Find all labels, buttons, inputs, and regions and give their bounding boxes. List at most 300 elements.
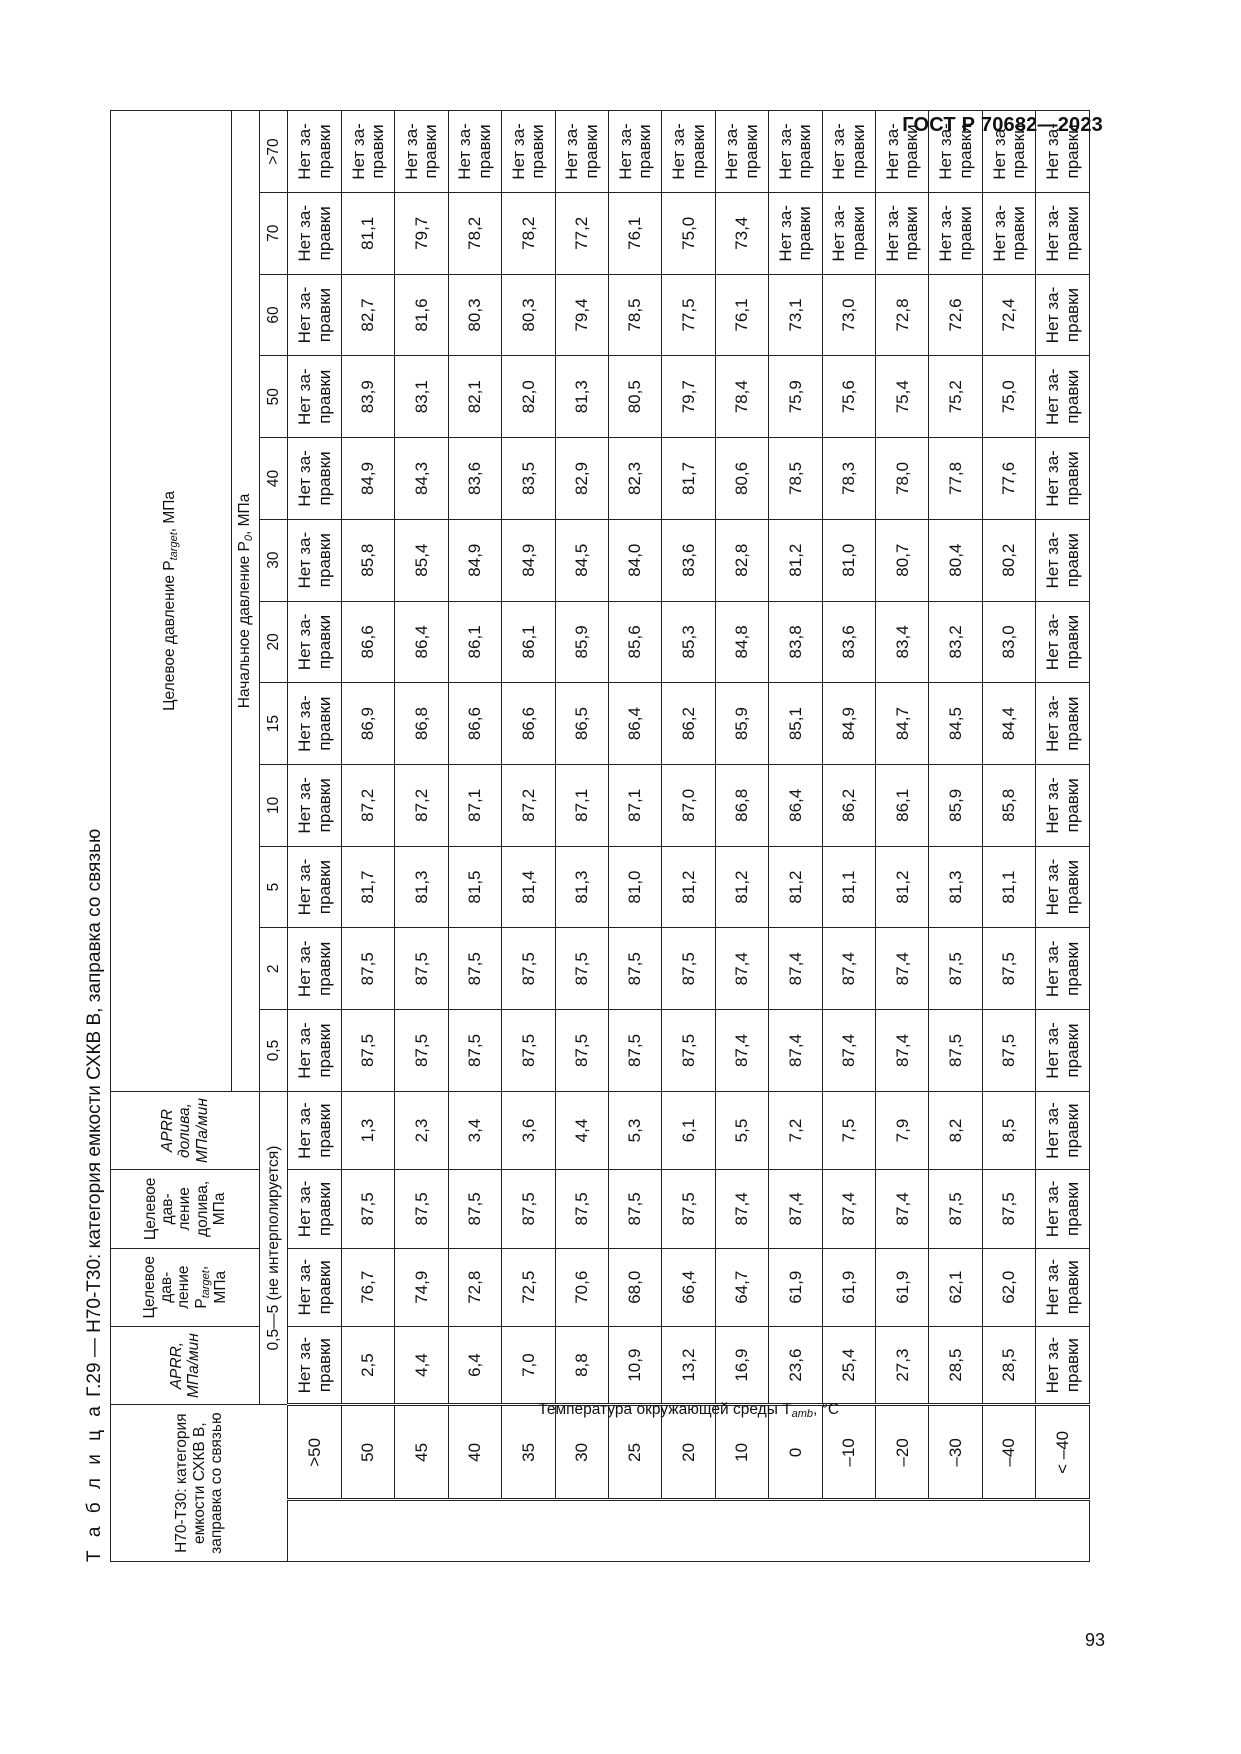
aprr-cell: 2,5 xyxy=(341,1326,394,1404)
table-row xyxy=(769,111,822,1562)
target-topoff-cell: 87,4 xyxy=(715,1170,768,1248)
temperature-cell: –10 xyxy=(822,1405,875,1500)
value-cell: 81,7 xyxy=(341,846,394,928)
value-cell: 82,8 xyxy=(715,519,768,601)
target-topoff-cell: 87,5 xyxy=(608,1170,661,1248)
aprr-topoff-cell: 3,6 xyxy=(502,1091,555,1169)
value-cell: 87,5 xyxy=(929,1010,982,1092)
temperature-cell: 45 xyxy=(395,1405,448,1500)
value-cell: 81,2 xyxy=(769,519,822,601)
value-cell: 84,4 xyxy=(982,683,1035,765)
value-cell: 86,6 xyxy=(448,683,501,765)
aprr-cell: 4,4 xyxy=(395,1326,448,1404)
table-row xyxy=(502,111,555,1562)
value-cell: Нет за-правки xyxy=(1036,928,1090,1010)
aprr-topoff-cell: 5,5 xyxy=(715,1091,768,1169)
target-topoff-cell: 87,4 xyxy=(876,1170,929,1248)
p0-column-header: 2 xyxy=(260,928,288,1010)
target-topoff-cell: 87,5 xyxy=(982,1170,1035,1248)
value-cell: 72,8 xyxy=(876,274,929,356)
table-row xyxy=(395,111,448,1562)
value-cell: 72,6 xyxy=(929,274,982,356)
temperature-cell: >50 xyxy=(288,1405,341,1500)
value-cell: Нет за-правки xyxy=(1036,274,1090,356)
p0-column-header: 15 xyxy=(260,683,288,765)
aprr-topoff-cell: 4,4 xyxy=(555,1091,608,1169)
value-cell: 86,6 xyxy=(502,683,555,765)
value-cell: 87,5 xyxy=(608,928,661,1010)
value-cell: 81,0 xyxy=(608,846,661,928)
value-cell: Нет за-правки xyxy=(769,192,822,274)
value-cell: 87,2 xyxy=(502,764,555,846)
p0-column-header: 30 xyxy=(260,519,288,601)
value-cell: 82,9 xyxy=(555,438,608,520)
temperature-cell: 10 xyxy=(715,1405,768,1500)
target-pressure-cell: 64,7 xyxy=(715,1248,768,1326)
value-cell: Нет за-правки xyxy=(876,111,929,193)
rotated-table-block xyxy=(80,110,1090,1562)
target-pressure-cell: Нет за-правки xyxy=(288,1248,341,1326)
value-cell: Нет за-правки xyxy=(395,111,448,193)
value-cell: 86,2 xyxy=(822,764,875,846)
table-row xyxy=(876,111,929,1562)
value-cell: Нет за-правки xyxy=(822,111,875,193)
value-cell: Нет за-правки xyxy=(822,192,875,274)
value-cell: 83,5 xyxy=(502,438,555,520)
value-cell: 81,3 xyxy=(555,846,608,928)
value-cell: Нет за-правки xyxy=(288,274,341,356)
target-pressure-header: Целевое дав-ление $P_{target}$, МПа xyxy=(111,1248,260,1326)
value-cell: 85,4 xyxy=(395,519,448,601)
temperature-cell: 25 xyxy=(608,1405,661,1500)
value-cell: Нет за-правки xyxy=(1036,111,1090,193)
value-cell: Нет за-правки xyxy=(982,192,1035,274)
aprr-topoff-cell: 6,1 xyxy=(662,1091,715,1169)
value-cell: 84,8 xyxy=(715,601,768,683)
value-cell: 83,1 xyxy=(395,356,448,438)
value-cell: 87,5 xyxy=(929,928,982,1010)
value-cell: Нет за-правки xyxy=(1036,438,1090,520)
value-cell: 85,9 xyxy=(715,683,768,765)
temperature-cell: 50 xyxy=(341,1405,394,1500)
table-row xyxy=(929,111,982,1562)
table-row xyxy=(608,111,661,1562)
value-cell: Нет за-правки xyxy=(1036,192,1090,274)
value-cell: 87,5 xyxy=(555,928,608,1010)
aprr-topoff-cell: 7,5 xyxy=(822,1091,875,1169)
aprr-topoff-cell: 1,3 xyxy=(341,1091,394,1169)
aprr-cell: 25,4 xyxy=(822,1326,875,1404)
value-cell: 87,5 xyxy=(502,1010,555,1092)
value-cell: 87,5 xyxy=(448,1010,501,1092)
p0-column-header: 60 xyxy=(260,274,288,356)
value-cell: Нет за-правки xyxy=(555,111,608,193)
value-cell: 79,4 xyxy=(555,274,608,356)
value-cell: 82,1 xyxy=(448,356,501,438)
corner-label-cell: Н70-Т30: категория емкости СХКВ В, заправка со связью xyxy=(111,1405,288,1562)
target-topoff-cell: 87,4 xyxy=(769,1170,822,1248)
value-cell: 87,5 xyxy=(395,1010,448,1092)
value-cell: 81,4 xyxy=(502,846,555,928)
value-cell: 87,5 xyxy=(608,1010,661,1092)
value-cell: Нет за-правки xyxy=(1036,764,1090,846)
target-topoff-cell: 87,5 xyxy=(395,1170,448,1248)
value-cell: 87,5 xyxy=(982,1010,1035,1092)
value-cell: Нет за-правки xyxy=(288,111,341,193)
value-cell: 80,6 xyxy=(715,438,768,520)
value-cell: 86,2 xyxy=(662,683,715,765)
value-cell: 85,8 xyxy=(341,519,394,601)
temperature-cell: –30 xyxy=(929,1405,982,1500)
value-cell: 73,1 xyxy=(769,274,822,356)
table-row xyxy=(982,111,1035,1562)
value-cell: 87,4 xyxy=(715,928,768,1010)
target-pressure-cell: 66,4 xyxy=(662,1248,715,1326)
value-cell: 78,5 xyxy=(608,274,661,356)
value-cell: 87,5 xyxy=(982,928,1035,1010)
value-cell: 80,2 xyxy=(982,519,1035,601)
value-cell: 85,6 xyxy=(608,601,661,683)
value-cell: 76,1 xyxy=(715,274,768,356)
value-cell: Нет за-правки xyxy=(288,519,341,601)
value-cell: Нет за-правки xyxy=(288,601,341,683)
value-cell: 84,9 xyxy=(502,519,555,601)
value-cell: 83,6 xyxy=(448,438,501,520)
target-topoff-cell: 87,5 xyxy=(662,1170,715,1248)
aprr-cell: Нет за-правки xyxy=(1036,1326,1090,1404)
aprr-topoff-cell: Нет за-правки xyxy=(1036,1091,1090,1169)
value-cell: Нет за-правки xyxy=(982,111,1035,193)
value-cell: Нет за-правки xyxy=(288,683,341,765)
temperature-cell: 40 xyxy=(448,1405,501,1500)
value-cell: 81,2 xyxy=(662,846,715,928)
aprr-cell: 28,5 xyxy=(982,1326,1035,1404)
temperature-cell: < –40 xyxy=(1036,1405,1090,1500)
value-cell: Нет за-правки xyxy=(288,1010,341,1092)
value-cell: Нет за-правки xyxy=(288,764,341,846)
value-cell: 80,3 xyxy=(448,274,501,356)
target-pressure-cell: 72,8 xyxy=(448,1248,501,1326)
target-pressure-cell: 74,9 xyxy=(395,1248,448,1326)
value-cell: 85,8 xyxy=(982,764,1035,846)
value-cell: 85,3 xyxy=(662,601,715,683)
temperature-cell: 35 xyxy=(502,1405,555,1500)
value-cell: 80,4 xyxy=(929,519,982,601)
aprr-cell: 16,9 xyxy=(715,1326,768,1404)
target-topoff-cell: 87,5 xyxy=(929,1170,982,1248)
value-cell: 83,6 xyxy=(662,519,715,601)
value-cell: 87,5 xyxy=(502,928,555,1010)
value-cell: 81,3 xyxy=(555,356,608,438)
p0-column-header: >70 xyxy=(260,111,288,193)
value-cell: 87,5 xyxy=(662,928,715,1010)
p0-column-header: 5 xyxy=(260,846,288,928)
value-cell: 78,3 xyxy=(822,438,875,520)
value-cell: Нет за-правки xyxy=(288,846,341,928)
target-topoff-cell: Нет за-правки xyxy=(1036,1170,1090,1248)
value-cell: 81,2 xyxy=(769,846,822,928)
value-cell: 86,4 xyxy=(769,764,822,846)
temperature-cell: –20 xyxy=(876,1405,929,1500)
value-cell: 86,1 xyxy=(876,764,929,846)
value-cell: Нет за-правки xyxy=(288,192,341,274)
value-cell: 81,7 xyxy=(662,438,715,520)
target-topoff-cell: 87,5 xyxy=(502,1170,555,1248)
target-pressure-cell: 61,9 xyxy=(822,1248,875,1326)
temperature-cell: 0 xyxy=(769,1405,822,1500)
value-cell: 83,4 xyxy=(876,601,929,683)
p0-column-header: 20 xyxy=(260,601,288,683)
value-cell: 81,6 xyxy=(395,274,448,356)
target-pressure-cell: 68,0 xyxy=(608,1248,661,1326)
value-cell: 86,5 xyxy=(555,683,608,765)
value-cell: 84,5 xyxy=(555,519,608,601)
value-cell: 73,4 xyxy=(715,192,768,274)
data-table xyxy=(110,110,1090,1562)
value-cell: 79,7 xyxy=(395,192,448,274)
value-cell: 87,4 xyxy=(822,928,875,1010)
value-cell: 86,9 xyxy=(341,683,394,765)
table-row xyxy=(662,111,715,1562)
value-cell: Нет за-правки xyxy=(715,111,768,193)
target-group-header: Целевое давление $P_{target}$, МПа xyxy=(111,111,232,1092)
value-cell: 81,1 xyxy=(982,846,1035,928)
value-cell: 75,9 xyxy=(769,356,822,438)
value-cell: 86,4 xyxy=(608,683,661,765)
value-cell: 85,9 xyxy=(555,601,608,683)
table-caption xyxy=(80,110,110,1562)
value-cell: 83,9 xyxy=(341,356,394,438)
aprr-cell: 27,3 xyxy=(876,1326,929,1404)
value-cell: Нет за-правки xyxy=(1036,601,1090,683)
value-cell: 81,0 xyxy=(822,519,875,601)
value-cell: 78,4 xyxy=(715,356,768,438)
caption-prefix: Т а б л и ц а xyxy=(84,1402,105,1562)
p0-column-header: 0,5 xyxy=(260,1010,288,1092)
target-pressure-cell: 61,9 xyxy=(876,1248,929,1326)
value-cell: Нет за-правки xyxy=(1036,846,1090,928)
value-cell: 81,3 xyxy=(395,846,448,928)
aprr-topoff-cell: Нет за-правки xyxy=(288,1091,341,1169)
table-row xyxy=(288,111,341,1562)
value-cell: 75,0 xyxy=(662,192,715,274)
value-cell: 87,5 xyxy=(555,1010,608,1092)
value-cell: 79,7 xyxy=(662,356,715,438)
value-cell: 84,9 xyxy=(341,438,394,520)
value-cell: 87,4 xyxy=(769,928,822,1010)
value-cell: 87,0 xyxy=(662,764,715,846)
aprr-cell: 8,8 xyxy=(555,1326,608,1404)
value-cell: Нет за-правки xyxy=(341,111,394,193)
value-cell: 81,5 xyxy=(448,846,501,928)
target-pressure-cell: 61,9 xyxy=(769,1248,822,1326)
aprr-topoff-header: APRR долива, МПа/мин xyxy=(111,1091,260,1169)
value-cell: Нет за-правки xyxy=(1036,356,1090,438)
aprr-header: APRR, МПа/мин xyxy=(111,1326,260,1404)
range-header: 0,5—5 (не интерполируется) xyxy=(260,1091,288,1404)
p0-column-header: 50 xyxy=(260,356,288,438)
aprr-cell: 28,5 xyxy=(929,1326,982,1404)
value-cell: 87,5 xyxy=(395,928,448,1010)
value-cell: 87,4 xyxy=(876,928,929,1010)
value-cell: 83,0 xyxy=(982,601,1035,683)
target-topoff-cell: Нет за-правки xyxy=(288,1170,341,1248)
value-cell: 77,5 xyxy=(662,274,715,356)
value-cell: Нет за-правки xyxy=(288,928,341,1010)
p0-group-header: Начальное давление $P_0$, МПа xyxy=(231,111,259,1092)
target-pressure-cell: 62,0 xyxy=(982,1248,1035,1326)
value-cell: 85,1 xyxy=(769,683,822,765)
value-cell: 72,4 xyxy=(982,274,1035,356)
value-cell: Нет за-правки xyxy=(929,192,982,274)
table-row xyxy=(822,111,875,1562)
value-cell: 87,1 xyxy=(608,764,661,846)
value-cell: 82,3 xyxy=(608,438,661,520)
header-row-3 xyxy=(260,111,288,1562)
target-topoff-cell: 87,5 xyxy=(555,1170,608,1248)
value-cell: 84,5 xyxy=(929,683,982,765)
target-topoff-cell: 87,5 xyxy=(448,1170,501,1248)
table-row xyxy=(448,111,501,1562)
value-cell: 87,1 xyxy=(555,764,608,846)
value-cell: Нет за-правки xyxy=(929,111,982,193)
value-cell: 84,7 xyxy=(876,683,929,765)
value-cell: 75,6 xyxy=(822,356,875,438)
value-cell: 82,0 xyxy=(502,356,555,438)
value-cell: 85,9 xyxy=(929,764,982,846)
value-cell: 87,4 xyxy=(822,1010,875,1092)
value-cell: 87,2 xyxy=(395,764,448,846)
value-cell: Нет за-правки xyxy=(288,438,341,520)
value-cell: 87,2 xyxy=(341,764,394,846)
table-row xyxy=(341,111,394,1562)
table-row xyxy=(555,111,608,1562)
table-row xyxy=(715,111,768,1562)
value-cell: 80,3 xyxy=(502,274,555,356)
aprr-cell: 13,2 xyxy=(662,1326,715,1404)
document-header: ГОСТ Р 70682—2023 xyxy=(902,114,1103,136)
value-cell: 81,1 xyxy=(822,846,875,928)
aprr-cell: Нет за-правки xyxy=(288,1326,341,1404)
value-cell: 75,4 xyxy=(876,356,929,438)
temperature-cell: 30 xyxy=(555,1405,608,1500)
value-cell: 87,5 xyxy=(341,928,394,1010)
value-cell: 73,0 xyxy=(822,274,875,356)
value-cell: 78,2 xyxy=(448,192,501,274)
aprr-cell: 10,9 xyxy=(608,1326,661,1404)
value-cell: 87,4 xyxy=(876,1010,929,1092)
aprr-topoff-cell: 3,4 xyxy=(448,1091,501,1169)
aprr-cell: 7,0 xyxy=(502,1326,555,1404)
target-topoff-cell: 87,5 xyxy=(341,1170,394,1248)
value-cell: 77,2 xyxy=(555,192,608,274)
temperature-cell: –40 xyxy=(982,1405,1035,1500)
target-topoff-cell: 87,4 xyxy=(822,1170,875,1248)
value-cell: 77,8 xyxy=(929,438,982,520)
value-cell: Нет за-правки xyxy=(448,111,501,193)
value-cell: 78,2 xyxy=(502,192,555,274)
p0-column-header: 40 xyxy=(260,438,288,520)
value-cell: Нет за-правки xyxy=(1036,519,1090,601)
value-cell: Нет за-правки xyxy=(769,111,822,193)
value-cell: 82,7 xyxy=(341,274,394,356)
value-cell: 81,2 xyxy=(715,846,768,928)
value-cell: 81,2 xyxy=(876,846,929,928)
value-cell: 84,3 xyxy=(395,438,448,520)
value-cell: 87,5 xyxy=(448,928,501,1010)
p0-column-header: 10 xyxy=(260,764,288,846)
value-cell: 87,5 xyxy=(341,1010,394,1092)
target-topoff-header: Целевое дав-ление долива, МПа xyxy=(111,1170,260,1248)
value-cell: Нет за-правки xyxy=(1036,683,1090,765)
value-cell: 86,8 xyxy=(395,683,448,765)
value-cell: 84,0 xyxy=(608,519,661,601)
ambient-temperature-label: Температура окружающей среды $T_{amb}$, °C xyxy=(288,1500,1090,1562)
target-pressure-cell: 70,6 xyxy=(555,1248,608,1326)
value-cell: 86,8 xyxy=(715,764,768,846)
temperature-cell: 20 xyxy=(662,1405,715,1500)
value-cell: 86,6 xyxy=(341,601,394,683)
target-pressure-cell: Нет за-правки xyxy=(1036,1248,1090,1326)
aprr-topoff-cell: 7,2 xyxy=(769,1091,822,1169)
value-cell: 80,7 xyxy=(876,519,929,601)
caption-text: Г.29 — Н70-Т30: категория емкости СХКВ В, заправка со связью xyxy=(84,828,105,1403)
value-cell: Нет за-правки xyxy=(1036,1010,1090,1092)
page-number: 93 xyxy=(1084,1630,1105,1650)
value-cell: Нет за-правки xyxy=(662,111,715,193)
aprr-topoff-cell: 2,3 xyxy=(395,1091,448,1169)
value-cell: 75,0 xyxy=(982,356,1035,438)
value-cell: 86,1 xyxy=(448,601,501,683)
value-cell: 80,5 xyxy=(608,356,661,438)
value-cell: 86,4 xyxy=(395,601,448,683)
value-cell: 83,2 xyxy=(929,601,982,683)
value-cell: 77,6 xyxy=(982,438,1035,520)
value-cell: 83,6 xyxy=(822,601,875,683)
target-pressure-cell: 72,5 xyxy=(502,1248,555,1326)
value-cell: 75,2 xyxy=(929,356,982,438)
aprr-topoff-cell: 5,3 xyxy=(608,1091,661,1169)
value-cell: 87,4 xyxy=(715,1010,768,1092)
value-cell: Нет за-правки xyxy=(502,111,555,193)
header-row-1 xyxy=(111,111,232,1562)
value-cell: 87,5 xyxy=(662,1010,715,1092)
aprr-cell: 6,4 xyxy=(448,1326,501,1404)
value-cell: 78,0 xyxy=(876,438,929,520)
value-cell: 81,3 xyxy=(929,846,982,928)
p0-column-header: 70 xyxy=(260,192,288,274)
value-cell: 78,5 xyxy=(769,438,822,520)
value-cell: Нет за-правки xyxy=(288,356,341,438)
value-cell: 87,1 xyxy=(448,764,501,846)
aprr-topoff-cell: 8,2 xyxy=(929,1091,982,1169)
value-cell: 87,4 xyxy=(769,1010,822,1092)
target-pressure-cell: 76,7 xyxy=(341,1248,394,1326)
value-cell: Нет за-правки xyxy=(876,192,929,274)
value-cell: 76,1 xyxy=(608,192,661,274)
table-row xyxy=(1036,111,1090,1562)
aprr-cell: 23,6 xyxy=(769,1326,822,1404)
value-cell: 83,8 xyxy=(769,601,822,683)
value-cell: 84,9 xyxy=(448,519,501,601)
value-cell: 84,9 xyxy=(822,683,875,765)
value-cell: 86,1 xyxy=(502,601,555,683)
value-cell: 81,1 xyxy=(341,192,394,274)
target-pressure-cell: 62,1 xyxy=(929,1248,982,1326)
value-cell: Нет за-правки xyxy=(608,111,661,193)
aprr-topoff-cell: 8,5 xyxy=(982,1091,1035,1169)
aprr-topoff-cell: 7,9 xyxy=(876,1091,929,1169)
